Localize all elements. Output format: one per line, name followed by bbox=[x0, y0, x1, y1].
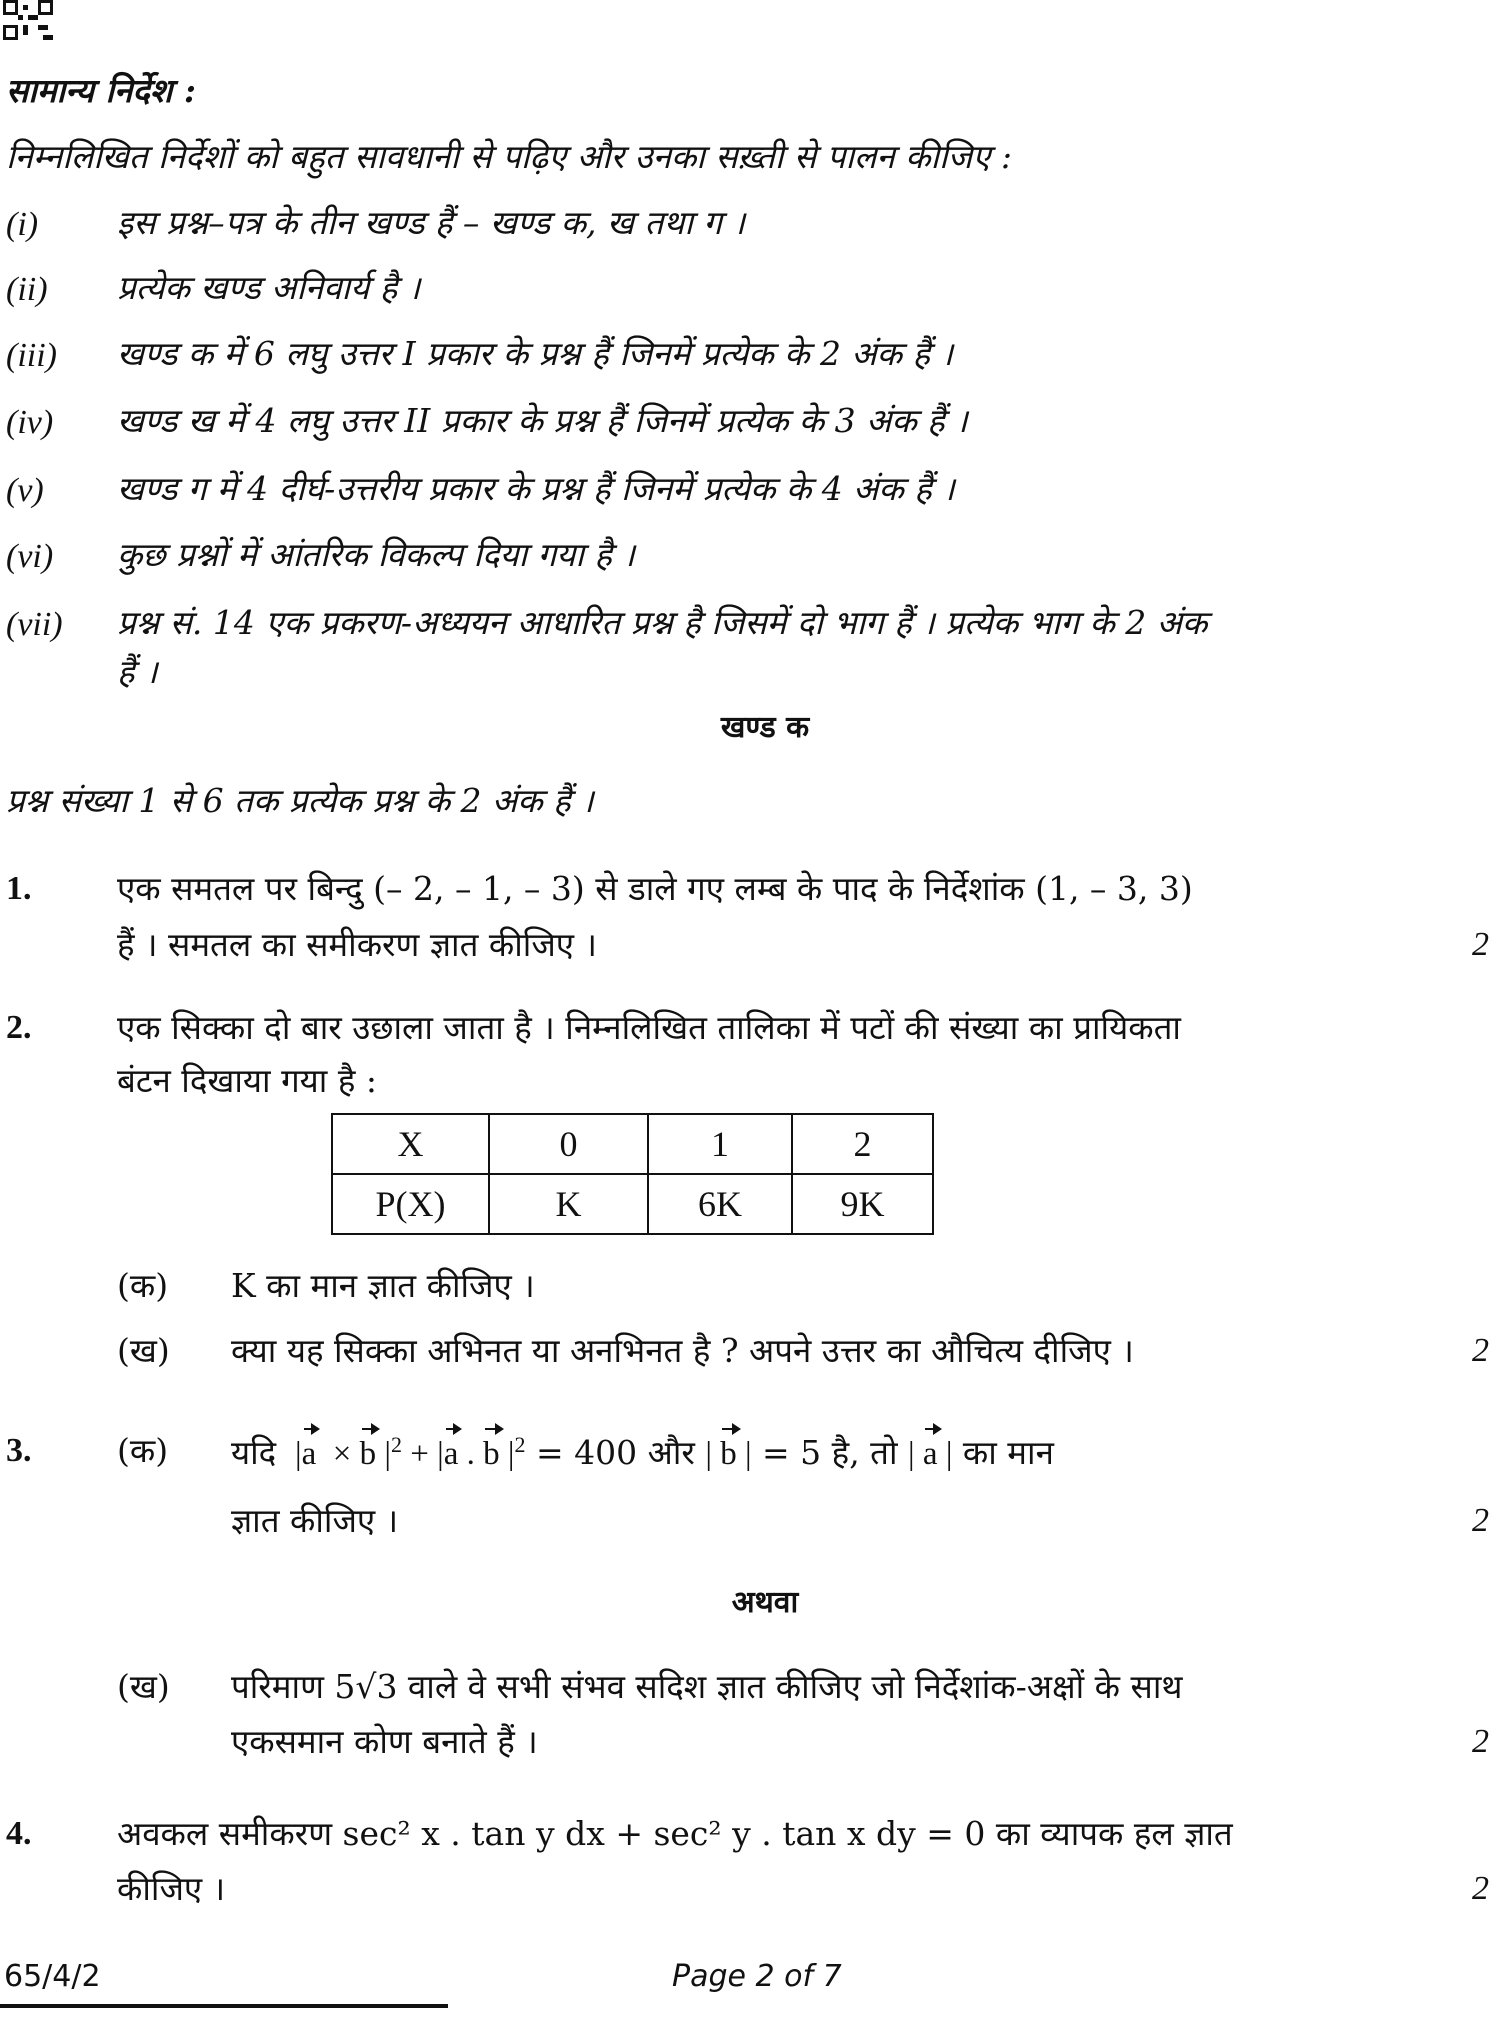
instruction-item-continued: हैं । bbox=[117, 652, 158, 691]
table-cell: 1 bbox=[648, 1114, 792, 1174]
table-cell: 2 bbox=[792, 1114, 933, 1174]
equation-then-text: = 5 है, तो bbox=[762, 1433, 898, 1472]
if-text: यदि bbox=[231, 1433, 277, 1472]
instructions-title: सामान्य निर्देश : bbox=[6, 71, 196, 110]
section-heading: खण्ड क bbox=[720, 710, 810, 745]
subpart-label: (क) bbox=[117, 1266, 169, 1305]
footer-rule bbox=[0, 2004, 448, 2008]
vector-equation: यदि |a × b $|^2 + |a$ . b $|^2 = 400$ और | b | = 5 है, तो | a | का मान bbox=[231, 1432, 1054, 1472]
instruction-item: प्रत्येक खण्ड अनिवार्य है । bbox=[117, 268, 421, 307]
question-number: 4. bbox=[6, 1815, 32, 1852]
subpart-text: परिमाण 5√3 वाले वे सभी संभव सदिश ज्ञात कीजिए जो निर्देशांक-अक्षों के साथ bbox=[231, 1667, 1183, 1706]
question-text: कीजिए । bbox=[117, 1869, 226, 1908]
question-number: 3. bbox=[6, 1432, 32, 1469]
table-cell: 6K bbox=[648, 1174, 792, 1234]
question-text: बंटन दिखाया गया है : bbox=[117, 1061, 377, 1100]
question-text: एक सिक्का दो बार उछाला जाता है । निम्नलिखित तालिका में पटों की संख्या का प्रायिकता bbox=[117, 1008, 1181, 1047]
instruction-item: कुछ प्रश्नों में आंतरिक विकल्प दिया गया है । bbox=[117, 535, 635, 574]
item-label: (iii) bbox=[6, 337, 57, 374]
probability-table bbox=[331, 1113, 934, 1235]
instruction-item: खण्ड ख में 4 लघु उत्तर II प्रकार के प्रश्न हैं जिनमें प्रत्येक के 3 अंक हैं । bbox=[117, 401, 968, 440]
page-number: Page 2 of 7 bbox=[672, 1959, 842, 1994]
question-marks: 2 bbox=[1472, 1723, 1489, 1760]
equation-middle-text: = 400 और bbox=[535, 1433, 695, 1472]
equation-end-text: का मान bbox=[962, 1433, 1054, 1472]
question-text: हैं । समतल का समीकरण ज्ञात कीजिए । bbox=[117, 925, 598, 964]
instruction-item: खण्ड क में 6 लघु उत्तर I प्रकार के प्रश्न हैं जिनमें प्रत्येक के 2 अंक हैं । bbox=[117, 334, 953, 373]
item-label: (v) bbox=[6, 472, 44, 509]
question-number: 2. bbox=[6, 1009, 32, 1046]
item-label: (iv) bbox=[6, 404, 54, 441]
subpart-text: एकसमान कोण बनाते हैं । bbox=[231, 1722, 538, 1761]
item-label: (i) bbox=[6, 206, 39, 243]
question-marks: 2 bbox=[1472, 1870, 1489, 1907]
table-row bbox=[332, 1114, 933, 1174]
question-text: अवकल समीकरण sec² x . tan y dx + sec² y . tan x dy = 0 का व्यापक हल ज्ञात bbox=[117, 1814, 1233, 1853]
subpart-label: (ख) bbox=[117, 1331, 170, 1370]
paper-code: 65/4/2 bbox=[4, 1959, 101, 1994]
item-label: (vi) bbox=[6, 538, 54, 575]
instruction-item: खण्ड ग में 4 दीर्घ-उत्तरीय प्रकार के प्रश्न हैं जिनमें प्रत्येक के 4 अंक हैं । bbox=[117, 469, 955, 508]
item-label: (vii) bbox=[6, 606, 63, 643]
instructions-intro: निम्नलिखित निर्देशों को बहुत सावधानी से पढ़िए और उनका सख़्ती से पालन कीजिए : bbox=[6, 137, 1012, 176]
subpart-text: ज्ञात कीजिए । bbox=[231, 1501, 399, 1540]
question-marks: 2 bbox=[1472, 926, 1489, 963]
table-row bbox=[332, 1174, 933, 1234]
instruction-item: इस प्रश्न–पत्र के तीन खण्ड हैं – खण्ड क, ख तथा ग । bbox=[117, 203, 746, 242]
question-marks: 2 bbox=[1472, 1502, 1489, 1539]
subpart-label: (क) bbox=[117, 1431, 169, 1470]
subpart-label: (ख) bbox=[117, 1667, 170, 1706]
subpart-text: क्या यह सिक्का अभिनत या अनभिनत है ? अपने उत्तर का औचित्य दीजिए । bbox=[231, 1331, 1134, 1370]
question-number: 1. bbox=[6, 870, 32, 907]
table-cell: X bbox=[332, 1114, 489, 1174]
item-label: (ii) bbox=[6, 271, 48, 308]
table-cell: P(X) bbox=[332, 1174, 489, 1234]
table-cell: K bbox=[489, 1174, 648, 1234]
section-marks-note: प्रश्न संख्या 1 से 6 तक प्रत्येक प्रश्न के 2 अंक हैं । bbox=[6, 781, 594, 820]
or-separator: अथवा bbox=[731, 1585, 799, 1620]
question-marks: 2 bbox=[1472, 1332, 1489, 1369]
subpart-text: K का मान ज्ञात कीजिए । bbox=[231, 1266, 535, 1305]
qr-code-icon bbox=[2, 0, 54, 40]
table-cell: 0 bbox=[489, 1114, 648, 1174]
question-text: एक समतल पर बिन्दु (– 2, – 1, – 3) से डाले गए लम्ब के पाद के निर्देशांक (1, – 3, 3) bbox=[117, 869, 1193, 908]
instruction-item: प्रश्न सं. 14 एक प्रकरण-अध्ययन आधारित प्रश्न है जिसमें दो भाग हैं । प्रत्येक भाग के 2 अंक bbox=[117, 603, 1208, 642]
table-cell: 9K bbox=[792, 1174, 933, 1234]
